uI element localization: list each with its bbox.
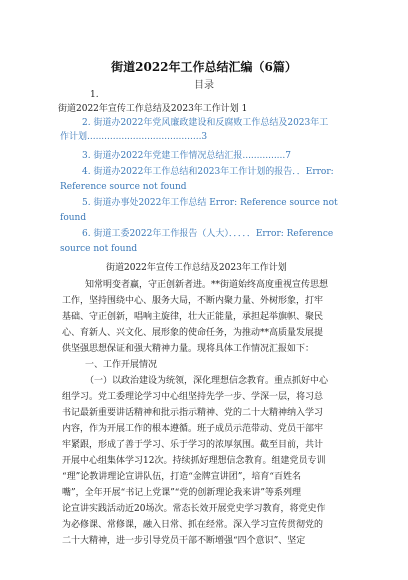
paragraph-2-line-9: 为必修课、常修课，融入日常、抓在经常。深入学习宣传贯彻党的	[62, 520, 324, 530]
section-title: 街道2022年宣传工作总结及2023年工作计划	[106, 263, 287, 273]
heading-work-situation: 一、工作开展情况	[85, 360, 158, 370]
toc-item-5-line-1[interactable]: 5. 街道办事处2022年工作总结 Error: Reference source not	[82, 198, 338, 208]
subheading-political-building: （一）以政治建设为统领，深化理想信念教育。重点抓好中心	[85, 376, 329, 386]
paragraph-2-line-5: 开展中心组集体学习12次。持续抓好理想信念教育。组建党员专训	[62, 456, 326, 466]
toc-heading: 目录	[194, 80, 214, 91]
paragraph-2-line-10: 二十大精神，进一步引导党员干部不断增强“四个意识”、坚定	[62, 536, 306, 546]
document-title: 街道2022年工作总结汇编（6篇）	[111, 60, 297, 74]
paragraph-2-line-7: 嘴”，全年开展“书记上党课”“党的创新理论我来讲”等系列理	[62, 488, 302, 498]
toc-item-4-line-2[interactable]: Reference source not found	[60, 182, 187, 192]
toc-item-2-line-1[interactable]: 2. 街道办2022年党风廉政建设和反腐败工作总结及2023年工	[82, 118, 329, 128]
paragraph-2-line-3: 内容，作为开展工作的根本遵循。班子成员示范带动、党员干部牢	[62, 424, 324, 434]
paragraph-1-line-5: 供坚强思想保证和强大精神力量。现将具体工作情况汇报如下：	[62, 344, 315, 354]
paragraph-1-line-4: 心、育新人、兴文化、展形象的使命任务，为推动**高质量发展提	[62, 328, 324, 338]
paragraph-2-line-1: 组学习。党工委理论学习中心组坚持先学一步、学深一层，将习总	[62, 392, 324, 402]
toc-item-6-line-2[interactable]: source not found	[60, 244, 138, 254]
paragraph-2-line-4: 牢紧跟，形成了善于学习、乐于学习的浓厚氛围。截至目前，共计	[62, 440, 324, 450]
paragraph-1-line-2: 工作，坚持围绕中心、服务大局，不断内聚力量、外树形象，打牢	[62, 296, 324, 306]
toc-item-5-line-2[interactable]: found	[60, 213, 87, 223]
toc-item-2-line-2[interactable]: 作计划........................................3	[60, 132, 208, 142]
paragraph-1-line-1: 知常明变者赢，守正创新者进。**街道始终高度重视宣传思想	[85, 280, 329, 290]
toc-item-1[interactable]: 街道2022年宣传工作总结及2023年工作计划 1	[58, 104, 248, 114]
toc-item-1-number: 1.	[90, 90, 99, 100]
paragraph-2-line-8: 论宣讲实践活动近20场次。常态长效开展党史学习教育，将党史作	[62, 504, 326, 514]
toc-item-6-line-1[interactable]: 6. 街道工委2022年工作报告（人大）．．．．．Error: Reference	[82, 229, 334, 239]
paragraph-1-line-3: 基础、守正创新，唱响主旋律，壮大正能量，承担起举旗帜、聚民	[62, 312, 324, 322]
paragraph-2-line-2: 书记最新重要讲话精神和批示指示精神、党的二十大精神纳入学习	[62, 408, 324, 418]
paragraph-2-line-6: “理”论教讲理论宣讲队伍，打造“金牌宣讲团”，培育“百姓名	[62, 472, 302, 482]
toc-item-3[interactable]: 3. 街道办2022年党建工作情况总结汇报...............7	[82, 151, 291, 161]
toc-item-4-line-1[interactable]: 4. 街道办2022年工作总结和2023年工作计划的报告．．Error:	[82, 167, 334, 177]
